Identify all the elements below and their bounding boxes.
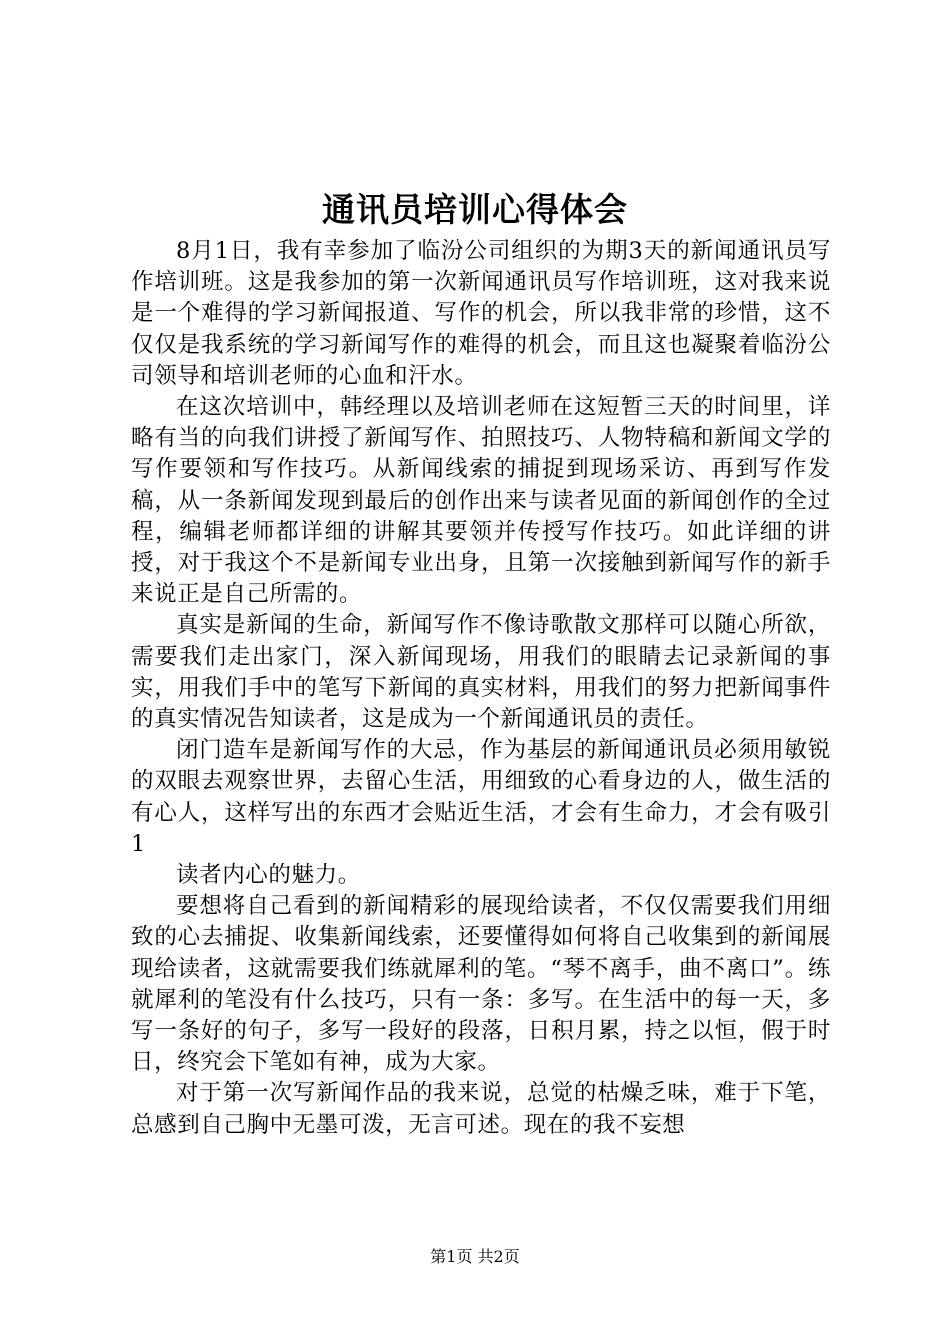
paragraph: 在这次培训中，韩经理以及培训老师在这短暂三天的时间里，详略有当的向我们讲授了新闻写作、拍照技巧、人物特稿和新闻文学的写作要领和写作技巧。从新闻线索的捕捉到现场采访、再到写作发稿，从一条新闻发现到最后的创作出来与读者见面的新闻创作的全过程，编辑老师都详细的讲解其要领并传授写作技巧。如此详细的讲授，对于我这个不是新闻专业出身，且第一次接触到新闻写作的新手来说正是自己所需的。 bbox=[131, 394, 831, 608]
paragraph: 读者内心的魅力。 bbox=[176, 862, 361, 889]
paragraph: 真实是新闻的生命，新闻写作不像诗歌散文那样可以随心所欲，需要我们走出家门，深入新闻现场，用我们的眼睛去记录新闻的事实，用我们手中的笔写下新闻的真实材料，用我们的努力把新闻事件的真实情况告知读者，这是成为一个新闻通讯员的责任。 bbox=[131, 612, 831, 733]
paragraph: 要想将自己看到的新闻精彩的展现给读者，不仅仅需要我们用细致的心去捕捉、收集新闻线索，还要懂得如何将自己收集到的新闻展现给读者，这就需要我们练就犀利的笔。“琴不离手，曲不离口”。练就犀利的笔没有什么技巧，只有一条：多写。在生活中的每一天，多写一条好的句子，多写一段好的段落，日积月累，持之以恒，假于时日，终究会下笔如有神，成为大家。 bbox=[131, 893, 831, 1076]
page-number-footer: 第1页 共2页 bbox=[430, 1247, 520, 1266]
document-title: 通讯员培训心得体会 bbox=[322, 190, 628, 229]
document-body bbox=[131, 236, 831, 1141]
paragraph: 闭门造车是新闻写作的大忌，作为基层的新闻通讯员必须用敏锐的双眼去观察世界，去留心生活，用细致的心看身边的人，做生活的有心人，这样写出的东西才会贴近生活，才会有生命力，才会有吸引1 bbox=[131, 737, 831, 857]
paragraph: 8月1日，我有幸参加了临汾公司组织的为期3天的新闻通讯员写作培训班。这是我参加的第一次新闻通讯员写作培训班，这对我来说是一个难得的学习新闻报道、写作的机会，所以我非常的珍惜，这不仅仅是我系统的学习新闻写作的难得的机会，而且这也凝聚着临汾公司领导和培训老师的心血和汗水。 bbox=[131, 238, 831, 389]
paragraph: 对于第一次写新闻作品的我来说，总觉的枯燥乏味，难于下笔，总感到自己胸中无墨可泼，无言可述。现在的我不妄想 bbox=[131, 1080, 831, 1138]
